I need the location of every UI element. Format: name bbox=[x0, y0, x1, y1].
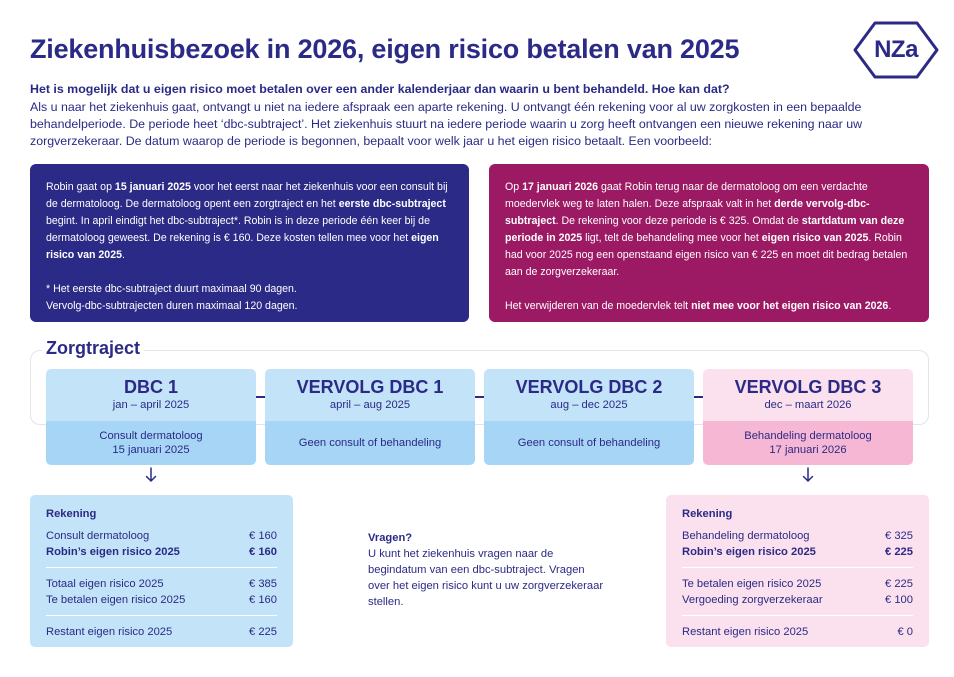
dbc-activity: Consult dermatoloog bbox=[99, 430, 203, 442]
nza-logo bbox=[853, 20, 939, 80]
rekening-row: Te betalen eigen risico 2025 € 225 bbox=[682, 578, 913, 590]
intro-question: Het is mogelijk dat u eigen risico moet betalen over een ander kalenderjaar dan waarin u bent behandeld. Hoe kan dat? bbox=[30, 82, 730, 96]
dbc-period: dec – maart 2026 bbox=[764, 399, 852, 411]
divider bbox=[682, 567, 913, 568]
footnote-2: Vervolg-dbc-subtrajecten duren maximaal 120 dagen. bbox=[46, 300, 298, 312]
rekening-row: Robin’s eigen risico 2025 € 160 bbox=[46, 546, 277, 558]
arrow-down-icon bbox=[802, 467, 814, 483]
example-2026-conclusion: Het verwijderen van de moedervlek telt niet mee voor het eigen risico van 2026. bbox=[505, 300, 892, 312]
vragen-title: Vragen? bbox=[368, 532, 413, 544]
vervolg-dbc-2-card bbox=[484, 369, 694, 465]
rekening-row: Behandeling dermatoloog € 325 bbox=[682, 530, 913, 542]
dbc-name: DBC 1 bbox=[123, 377, 178, 397]
dbc-activity: Geen consult of behandeling bbox=[298, 437, 442, 449]
rekening-row: Robin’s eigen risico 2025 € 225 bbox=[682, 546, 913, 558]
example-box-2025 bbox=[30, 164, 469, 322]
page-title: Ziekenhuisbezoek in 2026, eigen risico betalen van 2025 bbox=[30, 34, 740, 64]
rekening-row: Restant eigen risico 2025 € 225 bbox=[46, 626, 277, 638]
vervolg-dbc-3-card bbox=[703, 369, 913, 465]
example-2026-paragraph: Op 17 januari 2026 gaat Robin terug naar de dermatoloog om een verdachte moedervlek weg te laten halen. Deze afspraak valt in het derde vervolg-dbc-subtraject. De rekening voor deze periode is € 325. Omdat de startdatum van deze periode in 2025 ligt, telt de behandeling mee voor het eigen risico van 2025. Robin had voor 2025 nog een openstaand eigen risico van € 225 en moet dit bedrag betalen aan de zorgverzekeraar. bbox=[505, 181, 908, 278]
rekening-row: Totaal eigen risico 2025 € 385 bbox=[46, 578, 277, 590]
intro-text: Als u naar het ziekenhuis gaat, ontvangt u niet na iedere afspraak een aparte rekening. U ontvangt één rekening voor al uw zorgkosten in een bepaalde behandelperiode. De periode heet ‘dbc-subtraject’. Het ziekenhuis stuurt na iedere periode waarin u zorg heeft ontvangen een nieuwe rekening naar uw zorgverzekeraar. De datum waarop de periode is begonnen, bepaalt voor welk jaar u het eigen risico betaalt. Een voorbeeld: bbox=[30, 100, 863, 148]
dbc-activity-date: 15 januari 2025 bbox=[112, 444, 190, 456]
vragen-block bbox=[368, 530, 608, 610]
rekening-2025-card bbox=[30, 495, 293, 647]
dbc-period: april – aug 2025 bbox=[329, 399, 411, 411]
dbc-name: VERVOLG DBC 1 bbox=[296, 377, 444, 397]
vervolg-dbc-1-card bbox=[265, 369, 475, 465]
vragen-text: U kunt het ziekenhuis vragen naar de begindatum van een dbc-subtraject. Vragen over het eigen risico kunt u uw zorgverzekeraar stellen. bbox=[368, 548, 604, 608]
dbc-name: VERVOLG DBC 3 bbox=[734, 377, 882, 397]
rekening-2026-card bbox=[666, 495, 929, 647]
dbc-period: aug – dec 2025 bbox=[550, 399, 628, 411]
dbc-activity: Geen consult of behandeling bbox=[517, 437, 661, 449]
example-2025-paragraph: Robin gaat op 15 januari 2025 voor het eerst naar het ziekenhuis voor een consult bij de dermatoloog. De dermatoloog opent een zorgtraject en het eerste dbc-subtraject begint. In april eindigt het dbc-subtraject*. Robin is in deze periode één keer bij de dermatoloog geweest. De rekening is € 160. Deze kosten tellen mee voor het eigen risico van 2025. bbox=[46, 181, 448, 261]
dbc-name: VERVOLG DBC 2 bbox=[515, 377, 663, 397]
rekening-title: Rekening bbox=[46, 508, 97, 520]
rekening-row: Vergoeding zorgverzekeraar € 100 bbox=[682, 594, 913, 606]
divider bbox=[682, 615, 913, 616]
dbc-1-card bbox=[46, 369, 256, 465]
arrow-down-icon bbox=[145, 467, 157, 483]
rekening-title: Rekening bbox=[682, 508, 733, 520]
dbc-activity-date: 17 januari 2026 bbox=[769, 444, 847, 456]
divider bbox=[46, 567, 277, 568]
dbc-activity: Behandeling dermatoloog bbox=[744, 430, 872, 442]
zorgtraject-title: Zorgtraject bbox=[42, 338, 144, 359]
example-box-2026 bbox=[489, 164, 929, 322]
rekening-row: Consult dermatoloog € 160 bbox=[46, 530, 277, 542]
footnote-1: * Het eerste dbc-subtraject duurt maximaal 90 dagen. bbox=[46, 283, 297, 295]
rekening-row: Restant eigen risico 2025 € 0 bbox=[682, 626, 913, 638]
rekening-row: Te betalen eigen risico 2025 € 160 bbox=[46, 594, 277, 606]
logo-text: NZa bbox=[874, 36, 918, 63]
divider bbox=[46, 615, 277, 616]
dbc-period: jan – april 2025 bbox=[112, 399, 190, 411]
